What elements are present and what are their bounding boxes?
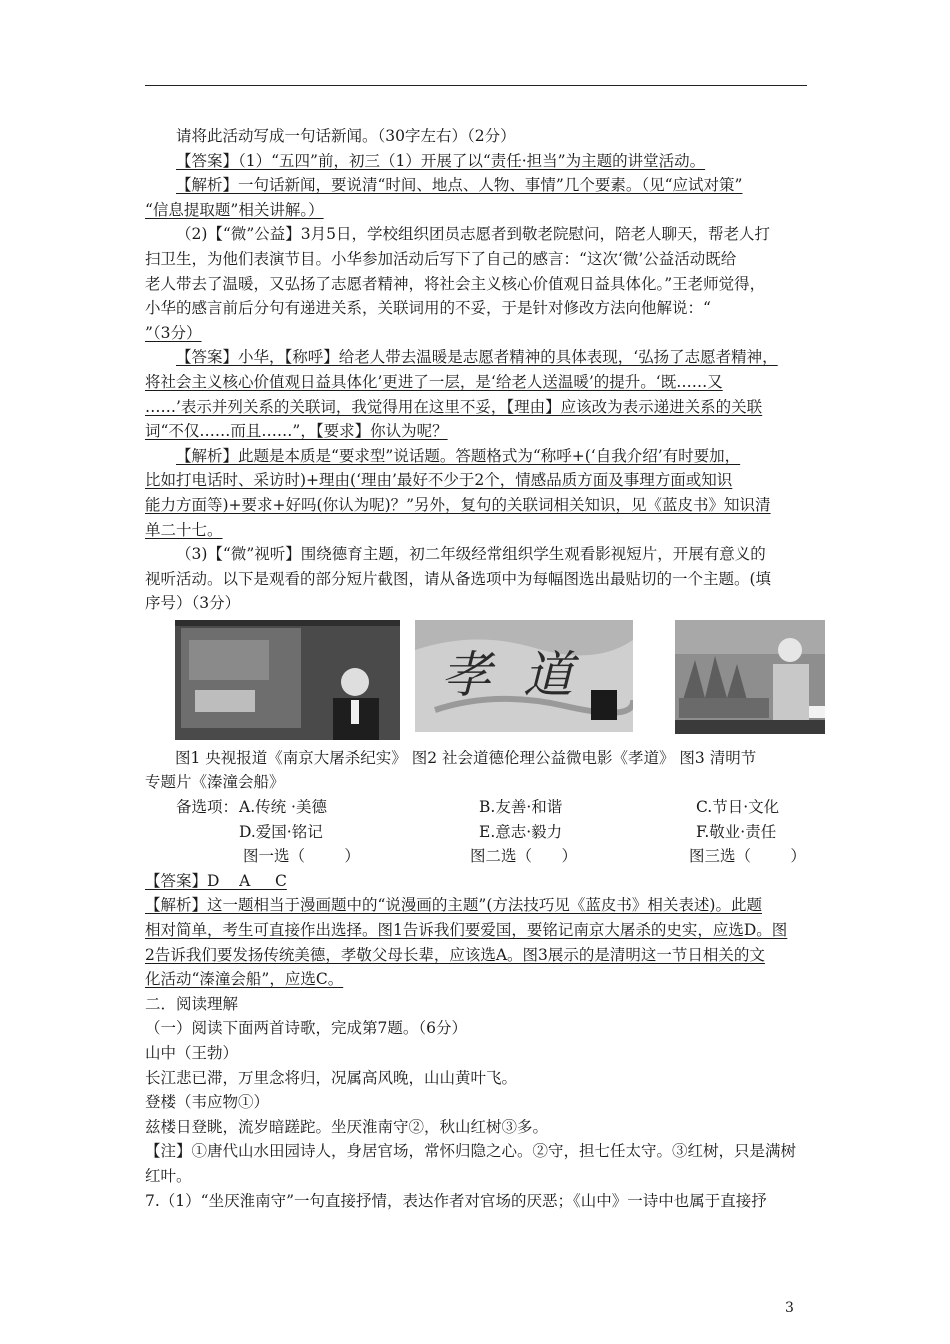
q1-answer: 【答案】（1）“五四”前，初三（1）开展了以“责任·担当”为主题的讲堂活动。 bbox=[176, 151, 706, 170]
q2-answer-line: ……’表示并列关系的关联词，我觉得用在这里不妥，【理由】应该改为表示递进关系的关联 bbox=[145, 397, 763, 416]
poem-notes: 【注】①唐代山水田园诗人，身居官场，常怀归隐之心。②守，担七任太守。③红树，只是满树 bbox=[145, 1142, 797, 1161]
q2-answer-line: 将社会主义核心价值观日益具体化’更进了一层，是‘给老人送温暖’的提升。‘既……又 bbox=[145, 372, 723, 391]
option-d: D.爱国·铭记 bbox=[239, 822, 323, 841]
document-body bbox=[145, 124, 810, 1213]
option-e: E.意志·毅力 bbox=[479, 822, 563, 841]
q2-analysis: 【解析】此题是本质是“要求型”说话题。答题格式为“称呼+(‘自我介绍’有时要加， bbox=[176, 446, 741, 465]
q2-line: 老人带去了温暖，又弘扬了志愿者精神，将社会主义核心价值观日益具体化。”王老师觉得， bbox=[145, 274, 766, 293]
q3-analysis-line: 2告诉我们要发扬传统美德，孝敬父母长辈，应该选A。图3展示的是清明这一节日相关的文 bbox=[145, 945, 765, 964]
q2-score: ”（3分） bbox=[145, 323, 202, 342]
figure-2-title-text: 孝道 bbox=[441, 645, 605, 704]
q2-answer-line: 词“不仅……而且……”，【要求】你认为呢？ bbox=[145, 422, 448, 441]
q3-analysis: 【解析】这一题相当于漫画题中的“说漫画的主题”(方法技巧见《蓝皮书》相关表述)。此题 bbox=[145, 896, 762, 915]
option-b: B.友善·和谐 bbox=[479, 798, 563, 817]
pick-figure-2: 图二选（ ） bbox=[470, 847, 578, 866]
question-7: 7.（1）“坐厌淮南守”一句直接抒情，表达作者对官场的厌恶；《山中》一诗中也属于直接抒 bbox=[145, 1191, 767, 1210]
q2-answer: 【答案】小华，【称呼】给老人带去温暖是志愿者精神的具体表现，‘弘扬了志愿者精神， bbox=[176, 348, 778, 367]
options-row-1 bbox=[145, 795, 810, 820]
q3-answer: 【答案】D A C bbox=[145, 871, 287, 890]
header-rule bbox=[145, 85, 807, 86]
option-f: F.敬业·责任 bbox=[696, 822, 777, 841]
options-label: 备选项： bbox=[176, 798, 239, 817]
poem-1-text: 长江悲已滞，万里念将归，况属高风晚，山山黄叶飞。 bbox=[145, 1068, 518, 1087]
q2-analysis-line: 比如打电话时、采访时)+理由(‘理由’最好不少于2个，情感品质方面及事理方面或知识 bbox=[145, 471, 733, 490]
q2-line: 小华的感言前后分句有递进关系，关联词用的不妥，于是针对修改方法向他解说：“ bbox=[145, 299, 711, 318]
option-c: C.节日·文化 bbox=[696, 798, 780, 817]
pick-figure-3: 图三选（ ） bbox=[689, 847, 806, 866]
q3-analysis-line: 化活动“溱潼会船”，应选C。 bbox=[145, 970, 344, 989]
q3-line: 序号）（3分） bbox=[145, 594, 241, 613]
section-subheading: （一）阅读下面两首诗歌，完成第7题。（6分） bbox=[145, 1019, 467, 1038]
options-row-2 bbox=[145, 820, 810, 845]
poem-2-title: 登楼（韦应物①） bbox=[145, 1093, 270, 1112]
poem-2-text: 兹楼日登眺，流岁暗蹉跎。坐厌淮南守②，秋山红树③多。 bbox=[145, 1117, 549, 1136]
figure-caption-cont: 专题片《溱潼会船》 bbox=[145, 773, 285, 792]
q2-analysis-line: 能力方面等)+要求+好吗(你认为呢)？”另外，复句的关联词相关知识，见《蓝皮书》知识清 bbox=[145, 495, 771, 514]
poem-1-title: 山中（王勃） bbox=[145, 1044, 239, 1062]
q1-analysis-cont: “信息提取题”相关讲解。） bbox=[145, 200, 324, 219]
figure-strip bbox=[145, 618, 810, 746]
figure-1-cctv-news-image bbox=[175, 620, 400, 740]
q3-analysis-line: 相对简单，考生可直接作出选择。图1告诉我们要爱国，要铭记南京大屠杀的史实，应选D。图 bbox=[145, 921, 788, 940]
q3-line: 视听活动。以下是观看的部分短片截图，请从备选项中为每幅图选出最贴切的一个主题。(填 bbox=[145, 569, 772, 588]
q2-line: 扫卫生，为他们表演节目。小华参加活动后写下了自己的感言：“这次‘微’公益活动既给 bbox=[145, 249, 737, 268]
q2-line: （2)【“微”公益】3月5日，学校组织团员志愿者到敬老院慰问，陪老人聊天，帮老人打 bbox=[176, 225, 770, 244]
pick-figure-1: 图一选（ ） bbox=[243, 847, 360, 866]
figure-3-boat-festival-image bbox=[675, 620, 825, 734]
poem-notes-cont: 红叶。 bbox=[145, 1166, 192, 1185]
q1-analysis: 【解析】一句话新闻，要说清“时间、地点、人物、事情”几个要素。（见“应试对策” bbox=[176, 176, 743, 195]
option-a: A.传统 ·美德 bbox=[239, 798, 327, 817]
page-number: 3 bbox=[785, 1300, 794, 1316]
section-heading: 二．阅读理解 bbox=[145, 994, 239, 1013]
selection-row bbox=[145, 844, 810, 869]
q2-analysis-line: 单二十七。 bbox=[145, 520, 223, 539]
q1-prompt: 请将此活动写成一句话新闻。（30字左右）（2分） bbox=[176, 127, 516, 145]
q3-line: （3)【“微”视听】围绕德育主题，初二年级经常组织学生观看影视短片，开展有意义的 bbox=[176, 545, 766, 564]
figure-caption: 图1 央视报道《南京大屠杀纪实》 图2 社会道德伦理公益微电影《孝道》 图3 清明节 bbox=[175, 748, 757, 767]
